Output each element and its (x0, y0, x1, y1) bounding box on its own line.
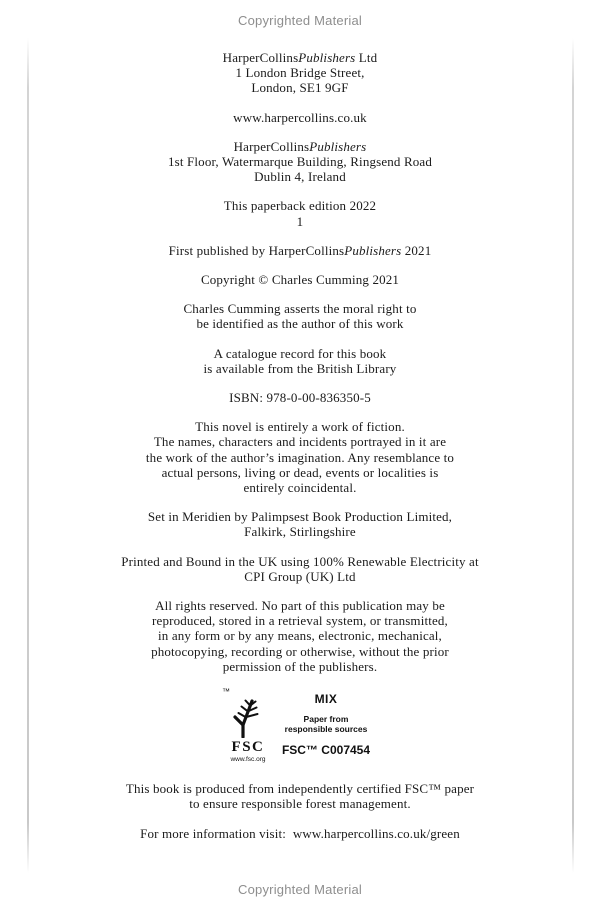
dublin-office-name (40, 139, 560, 154)
isbn-line: ISBN: 978-0-00-836350-5 (229, 390, 371, 406)
printing-line: CPI Group (UK) Ltd (244, 568, 356, 584)
rights-reserved-line: in any form or by any means, electronic, mechanical, (158, 628, 442, 644)
typesetting-line: Set in Meridien by Palimpsest Book Production Limited, (147, 509, 453, 525)
publisher-address-line: 1 London Bridge Street, (235, 65, 365, 81)
rights-reserved-line: photocopying, recording or otherwise, without the prior (151, 643, 449, 659)
fsc-statement-line: to ensure responsible forest management. (189, 796, 411, 812)
dublin-name-roman: HarperCollins (233, 138, 310, 154)
catalogue-block (40, 346, 560, 376)
moral-right-line: Charles Cumming asserts the moral right to (183, 301, 417, 317)
moral-right-block (40, 301, 560, 331)
fsc-tree-icon (230, 692, 266, 738)
catalogue-line: A catalogue record for this book (213, 345, 387, 361)
publisher-name-suffix: Ltd (355, 50, 378, 65)
fsc-tagline-line: Paper from (303, 714, 349, 725)
rights-reserved-line: permission of the publishers. (222, 658, 378, 674)
fiction-disclaimer-line: entirely coincidental. (243, 480, 357, 496)
fsc-label (40, 688, 560, 763)
moral-right-line: be identified as the author of this work (196, 316, 404, 332)
fsc-logo (221, 687, 266, 764)
first-published-line (40, 243, 560, 258)
typesetting-block (40, 509, 560, 539)
dublin-name-italic: Publishers (309, 138, 367, 154)
imprint-content (40, 50, 560, 855)
fsc-acronym: FSC (231, 739, 265, 756)
more-info-line: For more information visit: www.harpercollins.co.uk/green (140, 825, 460, 841)
impression-number: 1 (296, 213, 304, 229)
isbn-block (40, 390, 560, 405)
fsc-website: www.fsc.org (230, 756, 266, 764)
publisher-website-block (40, 110, 560, 125)
fiction-disclaimer-line: The names, characters and incidents portrayed in it are (153, 434, 447, 450)
typesetting-line: Falkirk, Stirlingshire (244, 524, 356, 540)
publisher-name-italic: Publishers (298, 50, 356, 65)
fsc-statement-block (40, 781, 560, 811)
copyright-block (40, 272, 560, 287)
first-published-year: 2021 (401, 242, 432, 258)
copyrighted-material-top: Copyrighted Material (238, 13, 362, 28)
fsc-tagline (285, 714, 368, 734)
fsc-tagline-line: responsible sources (284, 724, 368, 735)
edition-line: This paperback edition 2022 (223, 198, 377, 214)
fiction-disclaimer-line: This novel is entirely a work of fiction. (195, 419, 405, 435)
fiction-disclaimer-line: the work of the author’s imagination. Any resemblance to (145, 449, 455, 465)
page-edge-left (27, 38, 29, 873)
publisher-website: www.harpercollins.co.uk (233, 109, 367, 125)
copyrighted-material-bottom: Copyrighted Material (238, 882, 362, 897)
publisher-address-line: London, SE1 9GF (251, 80, 349, 96)
fiction-disclaimer-line: actual persons, living or dead, events or localities is (161, 464, 439, 480)
dublin-office-block (40, 139, 560, 185)
first-published-italic: Publishers (344, 242, 402, 258)
catalogue-line: is available from the British Library (203, 360, 397, 376)
dublin-address-line: Dublin 4, Ireland (254, 169, 346, 185)
rights-reserved-line: reproduced, stored in a retrieval system, or transmitted, (152, 613, 448, 629)
edition-block (40, 198, 560, 228)
fsc-statement-line: This book is produced from independently certified FSC™ paper (125, 781, 475, 797)
publisher-name (40, 50, 560, 65)
fsc-category: MIX (314, 692, 338, 707)
page-edge-right (572, 38, 574, 873)
more-info-block (40, 826, 560, 841)
rights-reserved-block (40, 598, 560, 674)
first-published-roman: First published by HarperCollins (168, 242, 345, 258)
publisher-name-roman: HarperCollins (222, 50, 299, 65)
fsc-license-code: FSC™ C007454 (281, 743, 371, 758)
fiction-disclaimer-block (40, 419, 560, 495)
printing-block (40, 554, 560, 584)
printing-line: Printed and Bound in the UK using 100% Renewable Electricity at (121, 553, 479, 569)
copyright-line: Copyright © Charles Cumming 2021 (200, 272, 400, 288)
first-published-block (40, 243, 560, 258)
publisher-address-block (40, 50, 560, 96)
fsc-label-text (282, 688, 370, 763)
dublin-address-line: 1st Floor, Watermarque Building, Ringsend Road (168, 154, 432, 170)
fsc-trademark-symbol: ™ (221, 687, 230, 697)
rights-reserved-line: All rights reserved. No part of this publication may be (155, 598, 445, 614)
